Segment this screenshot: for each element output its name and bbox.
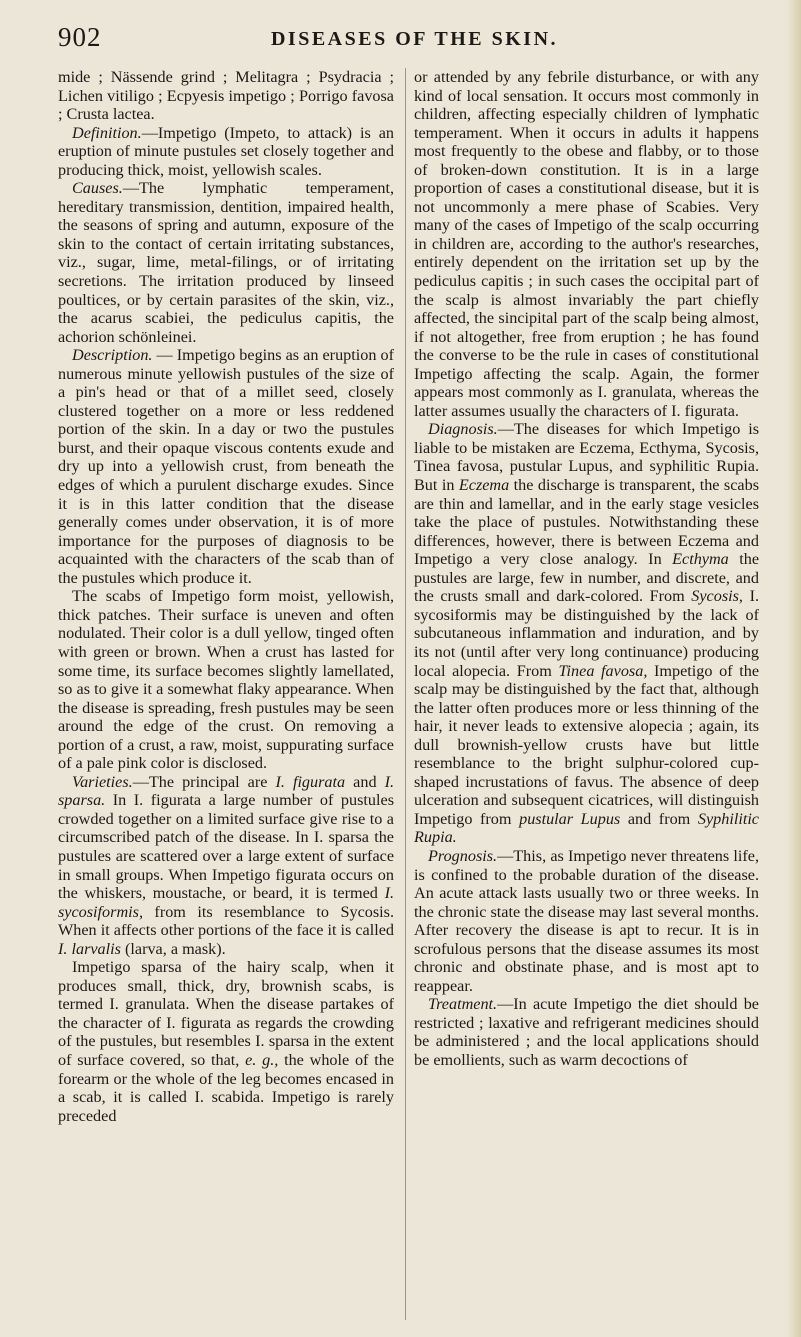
term-sycosiformis: I. sycosiformis, <box>58 884 394 921</box>
treatment-paragraph <box>414 995 759 1069</box>
text-run: —The diseases for which Impetigo is liable to be mistaken are Eczema, Ecthyma, Sycosis, Tinea favosa, pustular Lupus, and syphilitic Rupia. But in <box>414 420 759 495</box>
text-run: the discharge is transparent, the scabs are thin and lamellar, and in the early stage vesicles take the place of pustules. Notwithstanding these differences, however, there is between Eczema and Impetigo a very close analogy. In <box>414 476 759 569</box>
page-number: 902 <box>58 22 102 52</box>
text-run: Impetigo of the scalp may be distinguished by the fact that, although the latter often produces more or less thinning of the hair, it never leads to extensive alopecia ; again, its dull brownish-yellow crusts have but little resemblance to the bright sulphur-colored cup-shaped incrustations of favus. The absence of deep ulceration and subsequent cicatrices, will distinguish Impetigo from <box>414 661 759 828</box>
description-paragraph <box>58 346 394 587</box>
text-run: —The principal are <box>132 772 276 791</box>
prognosis-text: —This, as Impetigo never threatens life, is confined to the probable duration of the disease. An acute attack lasts usually two or three weeks. In the chronic state the disease may last several months. After recovery the disease is apt to recur. It is in scrofulous persons that the disease assumes its most chronic and obstinate phase, and is most apt to reappear. <box>414 846 759 995</box>
treatment-heading: Treatment. <box>428 995 498 1014</box>
term-eczema: Eczema <box>458 476 510 495</box>
synonyms-paragraph: mide ; Nässende grind ; Melitagra ; Psydracia ; Lichen vitiligo ; Ecpyesis impetigo ; Porrigo favosa ; Crusta lactea. <box>58 68 394 124</box>
varieties-paragraph <box>58 773 394 958</box>
column-divider <box>405 68 406 1320</box>
definition-paragraph <box>58 124 394 180</box>
prognosis-paragraph <box>414 847 759 995</box>
term-tinea-favosa: Tinea favosa, <box>558 661 648 680</box>
page-edge-shadow <box>787 0 801 1337</box>
term-ecthyma: Ecthyma <box>672 550 729 569</box>
varieties-heading: Varieties. <box>72 772 133 791</box>
page-header <box>58 22 771 52</box>
text-run: the whole of the forearm or the whole of the leg becomes encased in a scab, it is called I. scabida. Impetigo is rarely preceded <box>58 1050 394 1125</box>
description-text: — Impetigo begins as an eruption of numerous minute yellowish pustules of the size of a pin's head or that of a millet seed, closely clustered together on a more or less reddened portion of the skin. In a day or two the pustules burst, and their opaque viscous contents exude and dry up into a yellowish crust, from beneath the edges of which a purulent discharge exudes. Since it is in this latter condition that the disease generally comes under observation, it is of more importance for the purposes of diagnosis to be acquainted with the characters of the scab than of the pustules which produce it. <box>58 346 394 587</box>
term-pustular-lupus: pustular Lupus <box>519 809 621 828</box>
term-eg: e. g., <box>245 1050 279 1069</box>
treatment-text: —In acute Impetigo the diet should be restricted ; laxative and refrigerant medicines should be administered ; and the local applications should be emollients, such as warm decoctions of <box>414 995 759 1069</box>
term-sycosis: Sycosis, <box>691 587 743 606</box>
text-run: the pustules are large, few in number, and discrete, and the crusts small and dark-colored. From <box>414 550 759 606</box>
diagnosis-heading: Diagnosis. <box>428 420 498 439</box>
sparsa-paragraph <box>58 958 394 1125</box>
text-run: In I. figurata a large number of pustules crowded together on a limited surface give rise to a circumscribed patch of the disease. In I. sparsa the pustules are scattered over a large extent of surface in small groups. When Impetigo figurata occurs on the whiskers, moustache, or beard, it is termed <box>58 791 394 903</box>
text-run: from its resemblance to Sycosis. When it affects other portions of the face it is called <box>58 902 394 940</box>
scabs-paragraph: The scabs of Impetigo form moist, yellowish, thick patches. Their surface is uneven and often nodulated. Their color is a dull yellow, tinged often with green or brown. When a crust has lasted for some time, its surface becomes slightly lamellated, so as to give it a somewhat flaky appearance. When the disease is spreading, fresh pustules may be seen around the edge of the crust. On removing a portion of a crust, a raw, moist, suppurating surface of a pale pink color is disclosed. <box>58 587 394 773</box>
definition-text: —Impetigo (Impeto, to attack) is an eruption of minute pustules set closely together and producing thick, moist, yellowish scales. <box>58 123 394 179</box>
description-heading: Description. <box>72 346 153 365</box>
left-column <box>58 68 394 1328</box>
causes-text: —The lymphatic temperament, hereditary transmission, dentition, impaired health, the seasons of spring and autumn, exposure of the skin to the contact of certain irritating substances, viz., sugar, lime, metal-filings, or of irritating secretions. The irritation produced by linseed poultices, or by certain parasites of the skin, viz., the acarus scabiei, the pediculus capitis, the achorion schönleinei. <box>58 179 394 346</box>
diagnosis-paragraph <box>414 420 759 847</box>
definition-heading: Definition. <box>72 123 142 142</box>
causes-paragraph <box>58 179 394 346</box>
term-figurata: I. figurata <box>275 772 346 791</box>
prognosis-heading: Prognosis. <box>428 846 498 865</box>
term-sparsa: I. sparsa. <box>58 772 394 810</box>
term-syphilitic-rupia: Syphilitic Rupia. <box>414 809 759 847</box>
right-column <box>414 68 759 1328</box>
text-run: (larva, a mask). <box>120 939 226 958</box>
continuation-paragraph: or attended by any febrile disturbance, or with any kind of local sensation. It occurs most commonly in children, affecting especially children of lymphatic temperament. When it occurs in adults it happens most frequently to the obese and flabby, or to those of broken-down constitution. It is in a large proportion of cases a constitutional disease, but it is not uncommonly a mere phase of Scabies. Very many of the cases of Impetigo of the scalp occurring in children are, according to the author's researches, entirely dependent on the irritation set up by the pediculus capitis ; in such cases the occipital part of the scalp is almost invariably the part chiefly affected, the sincipital part of the scalp being almost, if not altogether, free from eruption ; he has found the converse to be the rule in cases of constitutional Impetigo affecting the scalp. Again, the former appears most commonly as I. granulata, whereas the latter assumes usually the characters of I. figurata. <box>414 68 759 420</box>
running-head: DISEASES OF THE SKIN. <box>270 28 559 50</box>
text-run: and <box>345 772 385 791</box>
text-run: Impetigo sparsa of the hairy scalp, when it produces small, thick, dry, brownish scabs, is termed I. granulata. When the disease partakes of the character of I. figurata as regards the crowding of the pustules, but resembles I. sparsa in the extent of surface covered, so that, <box>58 958 394 1069</box>
text-run: and from <box>620 809 698 828</box>
term-larvalis: I. larvalis <box>58 939 121 958</box>
text-run: I. sycosiformis may be distinguished by the lack of subcutaneous inflammation and induration, and by its not (until after very long continuance) producing local alopecia. From <box>414 587 759 680</box>
causes-heading: Causes. <box>72 179 123 198</box>
